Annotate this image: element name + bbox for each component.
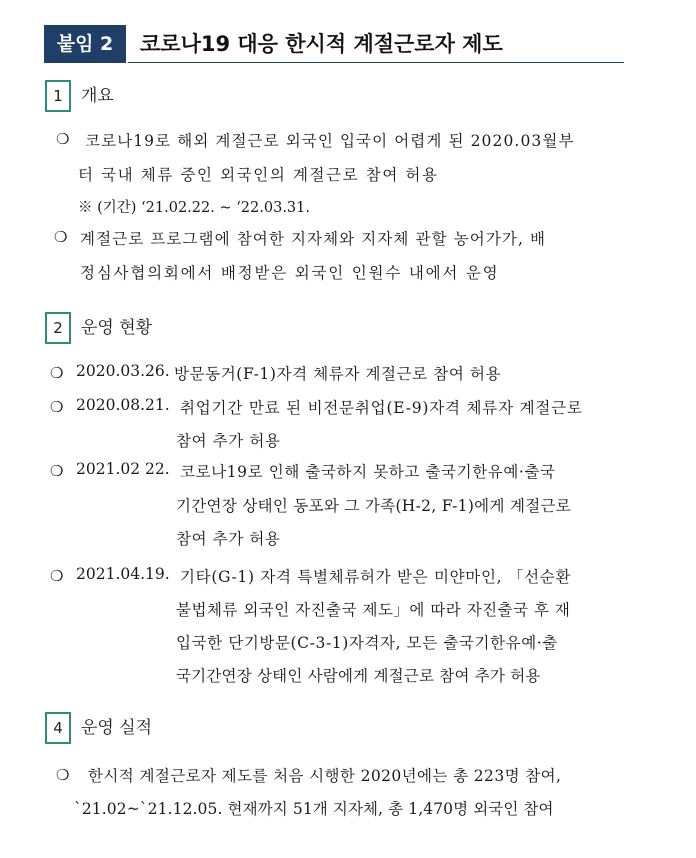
bullet-icon: ❍: [56, 130, 70, 148]
section-number-box: 1: [45, 80, 71, 112]
document-title: 코로나19 대응 한시적 계절근로자 제도: [140, 32, 503, 56]
item-date: 2021.04.19.: [76, 565, 170, 583]
bullet-icon: ❍: [50, 567, 64, 585]
bullet-icon: ❍: [56, 766, 70, 784]
item-line: 방문동거(F-1)자격 체류자 계절근로 참여 허용: [174, 365, 502, 383]
bullet-icon: ❍: [50, 462, 64, 480]
section-title: 운영 현황: [81, 318, 153, 338]
item-line: 참여 추가 허용: [176, 530, 281, 548]
item-line: 한시적 계절근로자 제도를 처음 시행한 2020년에는 총 223명 참여,: [88, 767, 562, 785]
item-line: 코로나19로 인해 출국하지 못하고 출국기한유예·출국: [180, 463, 556, 481]
bullet-icon: ❍: [50, 364, 64, 382]
section-title: 개요: [81, 86, 114, 106]
item-date: 2020.03.26.: [76, 362, 170, 380]
item-line: 국기간연장 상태인 사람에게 계절근로 참여 추가 허용: [176, 667, 541, 685]
item-line: 기타(G-1) 자격 특별체류허가 받은 미얀마인, 「선순환: [180, 568, 572, 586]
item-line: 참여 추가 허용: [176, 432, 281, 450]
item-line: 취업기간 만료 된 비전문취업(E-9)자격 체류자 계절근로: [180, 399, 583, 417]
title-underline: [128, 62, 624, 63]
item-line: 입국한 단기방문(C-3-1)자격자, 모든 출국기한유예·출: [176, 634, 558, 652]
item-date: 2020.08.21.: [76, 396, 170, 414]
period-note: ※ (기간) ‘21.02.22. ~ ‘22.03.31.: [78, 200, 310, 216]
bullet-icon: ❍: [50, 398, 64, 416]
section-title: 운영 실적: [81, 718, 153, 738]
item-line: `21.02~`21.12.05. 현재까지 51개 지자체, 총 1,470명 외국인 참여: [74, 800, 554, 818]
item-line: 터 국내 체류 중인 외국인의 계절근로 참여 허용: [78, 166, 439, 184]
item-date: 2021.02 22.: [76, 460, 170, 478]
document-header: [44, 25, 624, 63]
section-number-box: 4: [45, 712, 71, 744]
attachment-badge: 붙임 2: [44, 25, 126, 63]
item-line: 계절근로 프로그램에 참여한 지자체와 지자체 관할 농어가가, 배: [80, 230, 547, 248]
section-number-box: 2: [45, 312, 71, 344]
bullet-icon: ❍: [54, 228, 68, 246]
item-line: 코로나19로 해외 계절근로 외국인 입국이 어렵게 된 2020.03월부: [85, 132, 575, 150]
item-line: 정심사협의회에서 배정받은 외국인 인원수 내에서 운영: [80, 264, 500, 282]
item-line: 기간연장 상태인 동포와 그 가족(H-2, F-1)에게 계절근로: [176, 497, 572, 515]
item-line: 불법체류 외국인 자진출국 제도」에 따라 자진출국 후 재: [176, 601, 571, 619]
